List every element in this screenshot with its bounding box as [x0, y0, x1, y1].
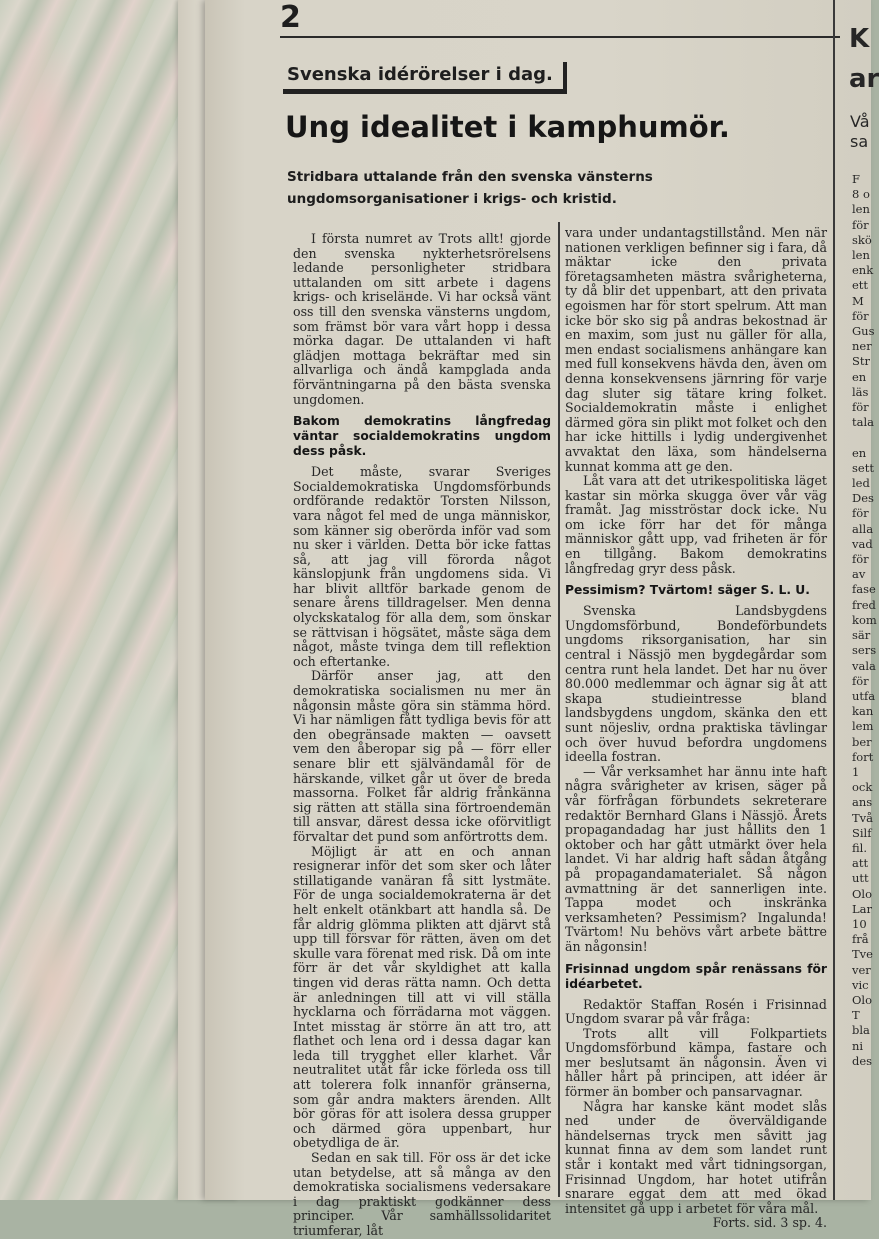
paragraph: Låt vara att det utrikespolitiska läget kastar sin mörka skugga över vår väg framåt. Jag misströstar dock icke. Nu om icke förr har det för många människor gått upp, vad friheten är för en tillgång. Bakom demokratins långfredag gryr dess påsk.: [565, 473, 827, 576]
page-number: 2: [280, 0, 301, 35]
neighbor-fragment: F: [852, 172, 860, 186]
neighbor-fragment: Gus: [852, 324, 875, 339]
neighbor-fragment: för: [852, 552, 869, 567]
neighbor-fragment: en: [852, 445, 867, 460]
top-rule: [280, 36, 840, 38]
paragraph: Möjligt är att en och annan resignerar inför det som sker och låter stillatigande vanäran få sitt lystmäte. För de unga socialdemokraterna är det helt enkelt otänkbart att handla så. De får aldrig glömma plikten att djärvt stå upp till försvar för rätten, även om det skulle vara förenat med risk. Då om inte förr är det vår skyldighet att kalla tingen vid deras rätta namn. Och detta är anledningen till att vi vill ställa hycklarna och förrädarna mot väggen. Intet misstag är större än att tro, att flathet och lena ord i dessa dagar kan leda till trygghet eller klarhet. Vår neutralitet utåt får icke förleda oss till att tolerera folk innanför gränserna, som går andra makters ärenden. Allt bör göras för att isolera dessa grupper och därmed göra uppenbart, hur obetydliga de är.: [293, 843, 551, 1151]
neighbor-fragment: 10: [852, 916, 867, 931]
neighbor-fragment: lem: [852, 719, 874, 734]
paragraph: Trots allt vill Folkpartiets Ungdomsförbund kämpa, fastare och mer beslutsamt än någonsin. Även vi håller hårt på principen, att idéer är förmer än bomber och pansarvagnar.: [565, 1025, 827, 1100]
continued-note: Forts. sid. 3 sp. 4.: [712, 1215, 827, 1231]
article-column-2: [565, 226, 827, 1231]
neighbor-fragment: Tve: [852, 947, 873, 962]
neighbor-fragment: sär: [852, 628, 871, 643]
neighbor-fragment: Olo: [852, 886, 873, 901]
intro-paragraph: I första numret av Trots allt! gjorde den svenska nykterhetsrörelsens ledande personligheter stridbara uttalanden om sitt arbete i dagens krigs- och kriseläнde. Vi har också vänt oss till den svenska vänsterns ungdom, som främst bör vara vårt hopp i dessa mörka dagar. De uttalanden vi haft glädjen mottaga bekräftar med sin allvarliga och ändå kampglada anda förväntningarna på den bästa svenska ungdomen.: [293, 231, 551, 407]
neighbor-fragment: T: [852, 1008, 860, 1023]
neighbor-fragment: av: [852, 567, 866, 582]
neighbor-heading-2: ar: [849, 64, 879, 94]
neighbor-fragment: kom: [852, 612, 877, 627]
neighbor-fragment: [852, 430, 877, 445]
neighbor-fragment: M: [852, 293, 864, 308]
paragraph: vara under undantagstillstånd. Men när nationen verkligen befinner sig i fara, då mäktar icke den privata företagsamheten mästra svårigheterna, ty då blir det uppenbart, att den privata egoismen har för stort spelrum. Att man icke bör sko sig på andras bekostnad är en maxim, som just nu gäller för alla, men endast socialismens anhängare kan med full konsekvens hävda den, även om denna konsekvensens järnring för varje dag sluter sig tätare kring folket. Socialdemokratin måste i enlighet därmed göra sin plikt mot folket och den har icke hittills i lydig undergivenhet avvaktat den läxa, som händelserna kunnat komma att ge den.: [565, 225, 827, 474]
paragraph: Redaktör Staffan Rosén i Frisinnad Ungdom svarar på vår fråga:: [565, 996, 827, 1027]
paragraph: Därför anser jag, att den demokratiska socialismen nu mer än någonsin måste göra sin stämma hörd. Vi har nämligen fått tydliga bevis för att den obegränsade makten — oavsett vem den åberopar sig på — förr eller senare blir ett självändamål för de härskande, vilket går ut över de breda massorna. Folket får aldrig frånkänna sig rätten att ställa sina förtroendemän till ansvar, därest dessa icke oförvitligt förvaltar det pund som anförtrotts dem.: [293, 668, 551, 844]
neighbor-fragment: ni: [852, 1038, 864, 1053]
neighbor-heading-1: K: [849, 24, 870, 54]
neighbor-fragment: vic: [852, 977, 869, 992]
neighbor-fragment: 1: [852, 764, 860, 779]
neighbor-fragment: tala: [852, 415, 875, 430]
neighbor-fragment: led: [852, 476, 870, 491]
neighbor-fragment: 8 o: [852, 187, 870, 202]
neighbor-subhead: Vå sa: [850, 112, 870, 151]
neighbor-fragment: för: [852, 308, 869, 323]
subhead-slu: Pessimism? Tvärtom! säger S. L. U.: [565, 583, 810, 598]
neighbor-fragment: len: [852, 202, 870, 217]
neighbor-fragment: läs: [852, 384, 869, 399]
neighbor-fragment: för: [852, 400, 869, 415]
neighbor-fragment: ett: [852, 278, 869, 293]
neighbor-fragment: enk: [852, 263, 874, 278]
neighbor-fragment: ock: [852, 780, 873, 795]
paragraph: — Vår verksamhet har ännu inte haft några svårigheter av krisen, säger på vår förfrågan förbundets sekreterare redaktör Bernhard Glans i Nässjö. Årets propagandadag har just hållits den 1 oktober och har gått utmärkt över hela landet. Vi har aldrig haft sådan åtgång på propagandamaterialet. Så någon avmattning är det sannerligen inte. Tappa modet och inskränka verksamheten? Pessimism? Ingalunda! Tvärtom! Nu behövs vårt arbete bättre än någonsin!: [565, 763, 827, 954]
paragraph: Några har kanske känt modet slås ned under de överväldigande händelsernas tryck men såvitt jag kunnat finna av dem som landet runt står i kontakt med vårt tidningsorgan, Frisinnad Ungdom, har hotet utifrån snarare eggat dem att med ökad intensitet gå upp i arbetet för våra mål.: [565, 1098, 827, 1216]
neighbor-fragment: vad: [852, 536, 873, 551]
neighbor-fragment: skö: [852, 232, 872, 247]
deck: Stridbara uttalande från den svenska vänsterns ungdomsorganisationer i krigs- och kristid.: [287, 169, 653, 207]
neighbor-fragment: Olo: [852, 992, 873, 1007]
page-edge-divider: [833, 0, 835, 1200]
neighbor-fragment: utt: [852, 871, 869, 886]
neighbor-fragment: des: [852, 1053, 873, 1068]
marbled-cover: [0, 0, 205, 1200]
neighbor-fragment: alla: [852, 521, 874, 536]
neighbor-fragment: ner: [852, 339, 872, 354]
neighbor-fragment: ver: [852, 962, 871, 977]
neighbor-fragment: en: [852, 369, 867, 384]
neighbor-fragment: för: [852, 673, 869, 688]
neighbor-fragment: Silf: [852, 825, 872, 840]
neighbor-fragment: Två: [852, 810, 874, 825]
neighbor-fragment: len: [852, 248, 870, 263]
neighbor-fragment: utfa: [852, 688, 876, 703]
neighbor-fragment: ber: [852, 734, 872, 749]
neighbor-fragments: [852, 172, 877, 1069]
neighbor-fragment: Str: [852, 354, 870, 369]
neighbor-fragment: fase: [852, 582, 876, 597]
neighbor-fragment: ans: [852, 795, 873, 810]
neighbor-fragment: Des: [852, 491, 874, 506]
neighbor-fragment: att: [852, 856, 869, 871]
neighbor-fragment: för: [852, 506, 869, 521]
subhead-ssu: Bakom demokratins långfredag väntar socialdemokratins ungdom dess påsk.: [293, 414, 551, 459]
neighbor-fragment: fort: [852, 749, 874, 764]
section-kicker: Svenska idérörelser i dag.: [283, 62, 567, 94]
neighbor-column: [840, 0, 879, 1200]
subhead-frisinnad: Frisinnad ungdom spår renässans för idéarbetet.: [565, 961, 827, 991]
neighbor-fragment: fred: [852, 597, 876, 612]
column-divider: [558, 222, 560, 1197]
neighbor-fragment: bla: [852, 1023, 870, 1038]
neighbor-fragment: vala: [852, 658, 876, 673]
neighbor-fragment: frå: [852, 932, 869, 947]
neighbor-fragment: fil.: [852, 840, 868, 855]
neighbor-fragment: kan: [852, 704, 874, 719]
neighbor-fragment: för: [852, 217, 869, 232]
paragraph: Sedan en sak till. För oss är det icke utan betydelse, att så många av den demokratiska socialismens vedersakare i dag praktiskt godkänner dess principer. Vår samhällssolidaritet triumferar, låt: [293, 1150, 551, 1238]
neighbor-fragment: sett: [852, 460, 874, 475]
newspaper-page: [205, 0, 871, 1238]
article-column-1: [293, 232, 551, 1239]
paragraph: Svenska Landsbygdens Ungdomsförbund, Bondeförbundets ungdoms riksorganisation, har sin central i Nässjö men bygdegårdar som centra runt hela landet. Det har nu över 80.000 medlemmar och ägnar sig åt att skapa studieintresse bland landsbygdens ungdom, skänka den ett sunt nöjesliv, ordna praktiska tävlingar och över huvud befordra ungdomens ideella fostran.: [565, 603, 827, 765]
paragraph: Det måste, svarar Sveriges Socialdemokratiska Ungdomsförbunds ordförande redaktör Torsten Nilsson, vara något fel med de unga människor, som känner sig oberörda inför vad som nu sker i världen. Detta bör icke fattas så, att jag vill förorda något känslopjunk från ungdomens sida. Vi har blivit alltför barkade genom de senare årens tilldragelser. Men denna olyckskatalog för alla dem, som önskar se rättvisan i högsätet, måste säga dem något, måste tvinga dem till reflektion och eftertanke.: [293, 464, 551, 669]
neighbor-fragment: Lar: [852, 901, 872, 916]
headline: Ung idealitet i kamphumör.: [285, 110, 730, 144]
neighbor-fragment: sers: [852, 643, 877, 658]
